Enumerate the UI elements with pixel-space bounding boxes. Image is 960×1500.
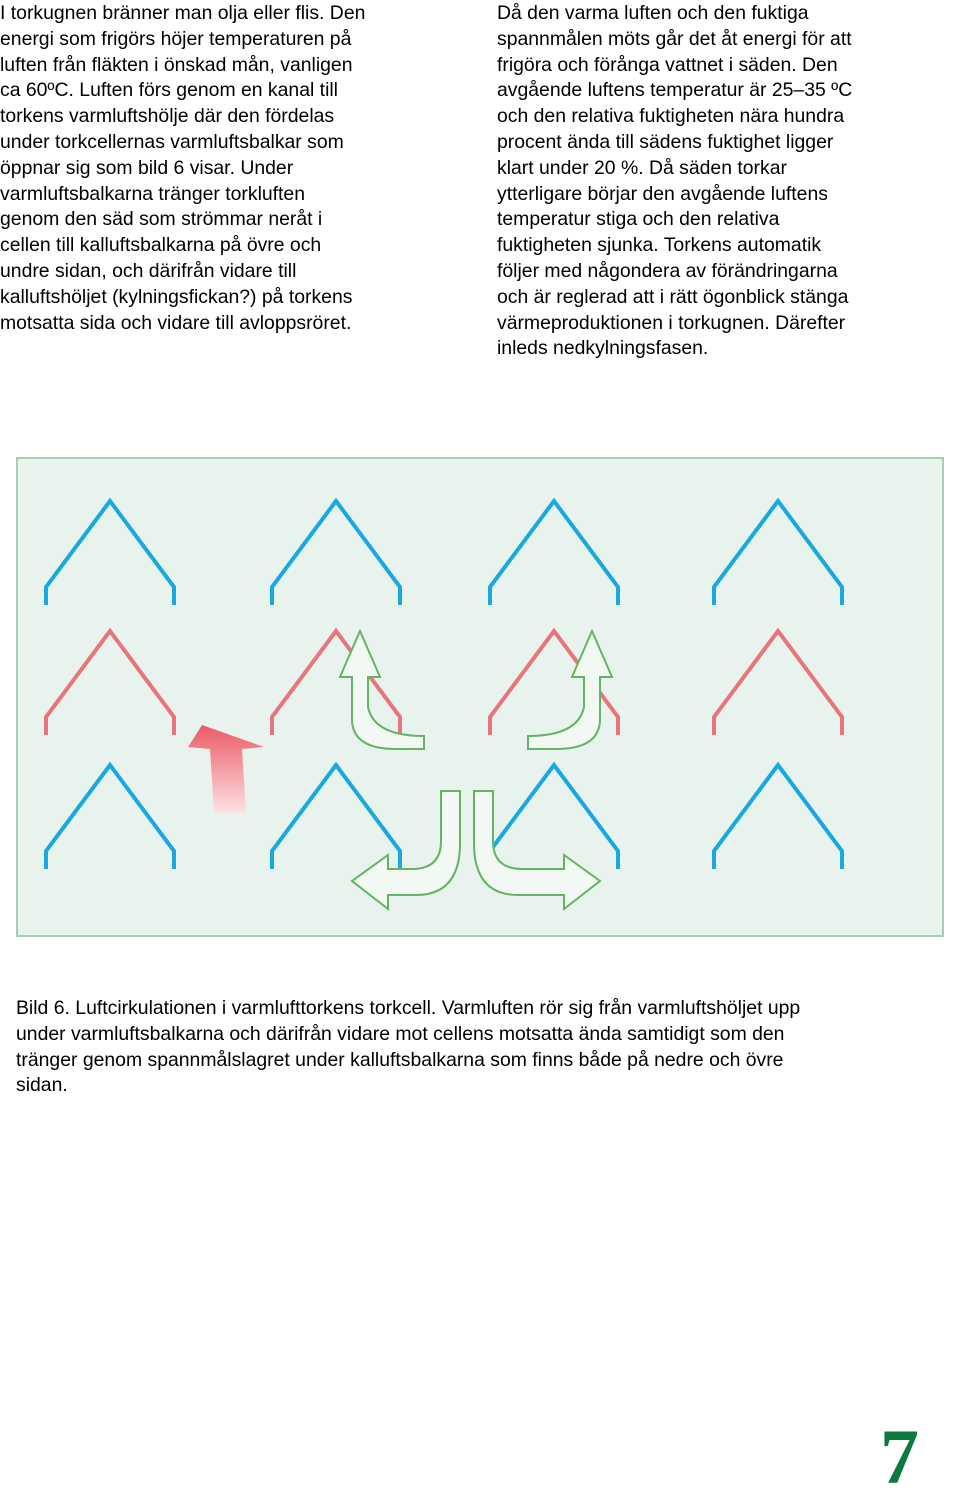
body-line: inleds nedkylningsfasen. <box>497 337 709 360</box>
body-line: cellen till kalluftsbalkarna på övre och <box>0 234 322 257</box>
diagram-canvas <box>16 457 944 937</box>
left-text-column <box>0 1 365 336</box>
caption-line: sidan. <box>16 1074 68 1097</box>
caption-line: tränger genom spannmålslagret under kalluftsbalkarna som finns både på nedre och övre <box>16 1048 784 1071</box>
body-line: under torkcellernas varmluftsbalkar som <box>0 130 344 153</box>
body-line: spannmålen möts går det åt energi för att <box>497 27 852 50</box>
figure-caption <box>16 996 800 1099</box>
body-line: ca 60ºC. Luften förs genom en kanal till <box>0 79 338 102</box>
body-line: motsatta sida och vidare till avloppsröret. <box>0 311 352 334</box>
body-line: torkens varmluftshölje där den fördelas <box>0 105 335 128</box>
right-text-column <box>497 1 852 362</box>
body-line: varmluftsbalkarna tränger torkluften <box>0 182 306 205</box>
body-line: värmeproduktionen i torkugnen. Därefter <box>497 311 846 334</box>
body-line: I torkugnen bränner man olja eller flis. Den <box>0 2 366 24</box>
body-line: ytterligare börjar den avgående luftens <box>497 182 828 205</box>
air-circulation-diagram <box>16 457 944 937</box>
body-line: energi som frigörs höjer temperaturen på <box>0 27 352 50</box>
body-line: temperatur stiga och den relativa <box>497 208 780 231</box>
body-line: luften från fläkten i önskad mån, vanligen <box>0 53 353 76</box>
body-line: avgående luftens temperatur är 25–35 ºC <box>497 79 853 102</box>
body-line: öppnar sig som bild 6 visar. Under <box>0 156 294 179</box>
body-line: klart under 20 %. Då säden torkar <box>497 156 787 179</box>
body-line: och är reglerad att i rätt ögonblick stänga <box>497 285 849 308</box>
page-number: 7 <box>880 1413 919 1500</box>
body-line: undre sidan, och därifrån vidare till <box>0 259 297 282</box>
body-line: följer med någondera av förändringarna <box>497 259 838 282</box>
body-line: och den relativa fuktigheten nära hundra <box>497 105 845 128</box>
body-line: kalluftshöljet (kylningsfickan?) på torkens <box>0 285 353 308</box>
caption-line: under varmluftsbalkarna och därifrån vidare mot cellens motsatta ända samtidigt som den <box>16 1022 785 1045</box>
body-line: procent ända till sädens fuktighet ligger <box>497 130 834 153</box>
body-line: Då den varma luften och den fuktiga <box>497 2 809 24</box>
body-line: frigöra och förånga vattnet i säden. Den <box>497 53 838 76</box>
body-line: genom den säd som strömmar neråt i <box>0 208 323 231</box>
caption-line: Bild 6. Luftcirkulationen i varmlufttorkens torkcell. Varmluften rör sig från varmluftshöljet upp <box>16 997 801 1019</box>
body-line: fuktigheten sjunka. Torkens automatik <box>497 234 822 257</box>
